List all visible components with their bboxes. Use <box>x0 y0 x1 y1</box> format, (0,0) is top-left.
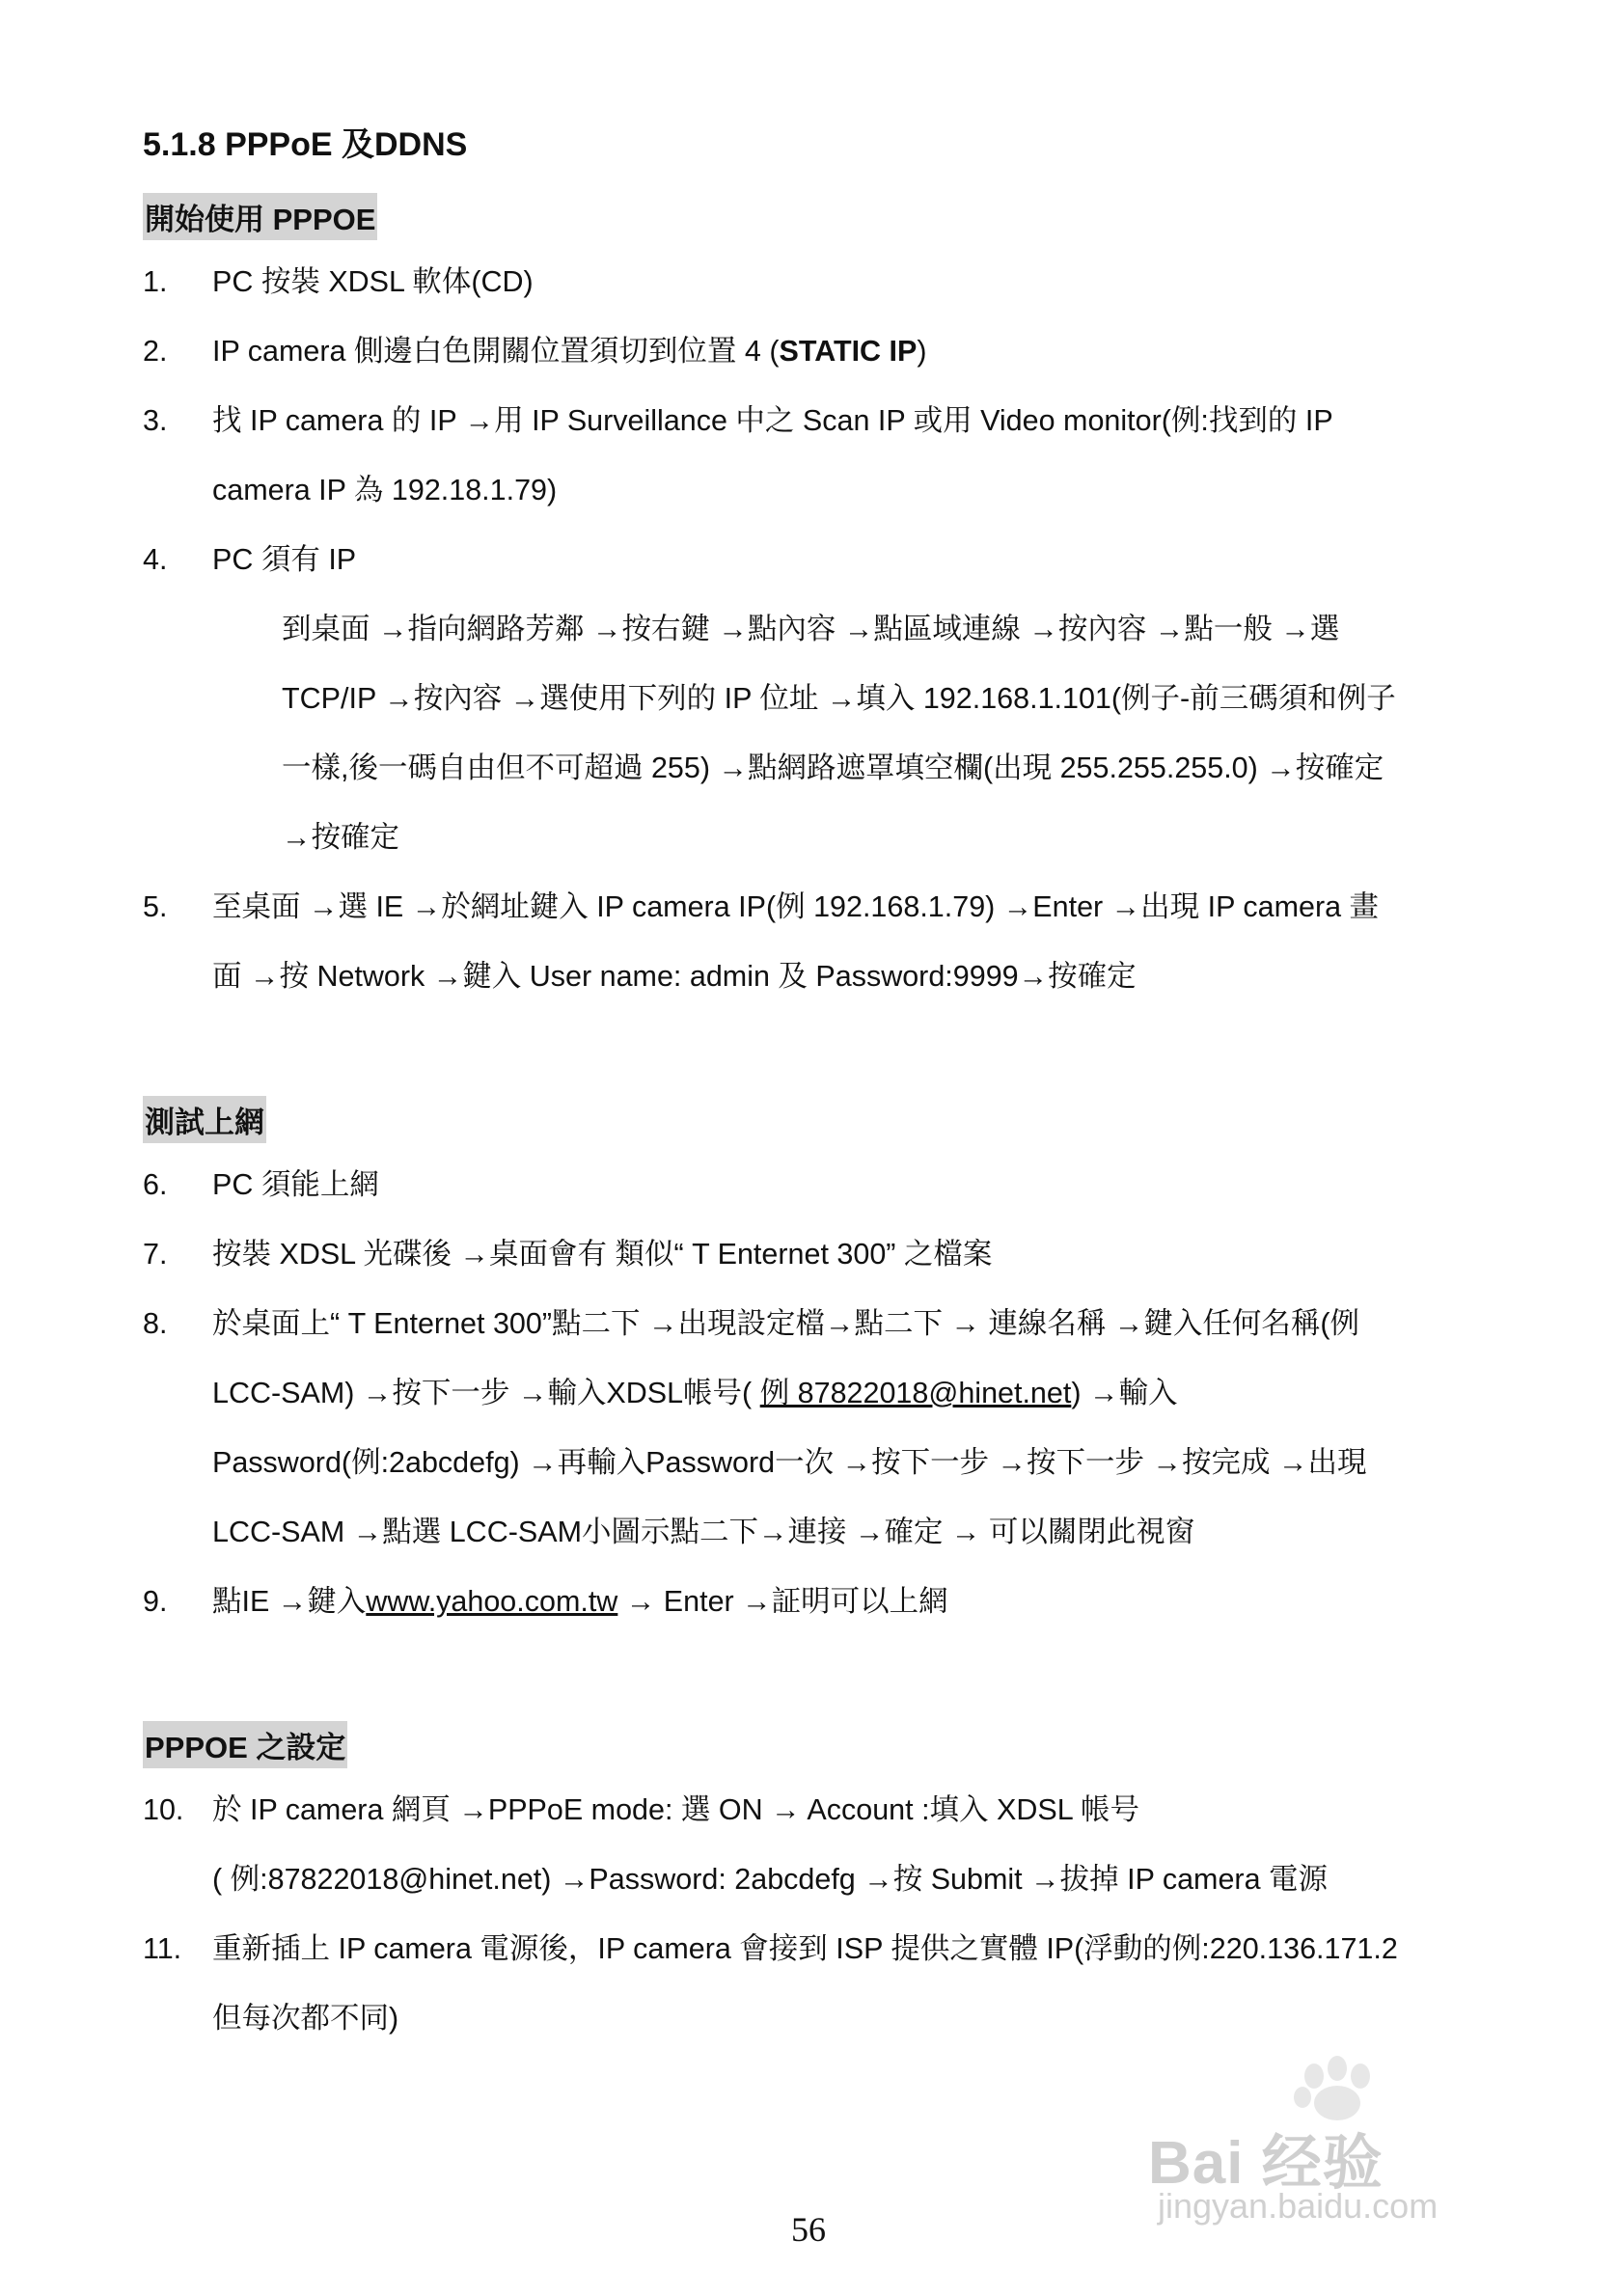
subsection-pppoe-settings: PPPOE 之設定 <box>143 1721 347 1768</box>
list-item-text: 按裝 XDSL 光碟後 →桌面會有 類似“ T Enternet 300” 之檔案 <box>212 1238 993 1271</box>
document-page: 5.1.8 PPPoE 及DDNS 開始使用 PPPOE 1. PC 按裝 XDSL 軟体(CD) 2. IP camera 側邊白色開關位置須切到位置 4 (STATIC IP) 3. 找 IP camera 的 IP →用 IP Surveillance 中之 Scan IP 或用 Video monitor(例:找到的 IP camera IP 為 192.18.1.79) 4. PC 須有 IP 到桌面 →指向網路芳鄰 →按右鍵 →點內容 →點區域連線 →按內容 →點一般 →選 TCP/IP →按內容 →選使用下列的 IP 位址 →填入 192.168.1.101(例子-前三碼須和例子 一樣,後一碼自由但不可超過 255) →點網路遮罩填空欄(出現 255.255.255.0) →按確定 →按確定 5. 至桌面 →選 IE →於網址鍵入 IP camera IP(例 192.168.1.79) →Enter →出現 IP camera 畫 面 →按 Network →鍵入 User name: admin 及 Password:9999→按確定 測試上網 6. PC 須能上網 7. 按裝 XDSL 光碟後 →桌面會有 類似“ T Enternet 300” 之檔案 8. 於桌面上“ T Enternet 300”點二下 →出現設定檔→點二下 → 連線名稱 →鍵入任何名稱(例 LCC-SAM) →按下一步 →輸入XDSL帳号( 例 87822018@hinet.net) →輸入 Password(例:2abcdefg) →再輸入Password一次 →按下一步 →按下一步 →按完成 →出現 LCC-SAM →點選 LCC-SAM小圖示點二下→連接 →確定 → 可以關閉此視窗 9. 點IE →鍵入www.yahoo.com.tw → Enter →証明可以上網 PPPOE 之設定 10. 於 IP camera 網頁 →PPPoE mode: 選 ON → Account :填入 XDSL 帳号 ( 例:87822018@hinet.net) →Password: 2abcdefg →按 Submit →拔掉 IP camera 電源 11. 重新插上 IP camera 電源後，IP camera 會接到 ISP 提供之實體 IP(浮動的例:220.136.171.2 但每次都不同) Bai 经验 jingyan.baidu.com 56 <box>0 0 1617 2296</box>
list-item-text: 到桌面 →指向網路芳鄰 →按右鍵 →點內容 →點區域連線 →按內容 →點一般 →選 <box>282 613 1340 645</box>
subsection-start-pppoe: 開始使用 PPPOE <box>143 193 377 240</box>
list-item-text: 一樣,後一碼自由但不可超過 255) →點網路遮罩填空欄(出現 255.255.255.0) →按確定 <box>282 752 1384 784</box>
list-item-text: ( 例:87822018@hinet.net) →Password: 2abcdefg →按 Submit →拔掉 IP camera 電源 <box>212 1863 1329 1896</box>
list-item-text: PC 須有 IP <box>212 543 357 576</box>
list-item-text: 但每次都不同) <box>212 2002 399 2035</box>
list-item-number: 4. <box>143 543 168 576</box>
list-item-text: PC 按裝 XDSL 軟体(CD) <box>212 265 534 298</box>
list-item-number: 7. <box>143 1238 168 1271</box>
subsection-test-internet: 測試上網 <box>143 1096 266 1143</box>
list-item-text: 面 →按 Network →鍵入 User name: admin 及 Password:9999→按確定 <box>212 960 1137 993</box>
section-heading: 5.1.8 PPPoE 及DDNS <box>143 126 468 163</box>
list-item-text: 至桌面 →選 IE →於網址鍵入 IP camera IP(例 192.168.1.79) →Enter →出現 IP camera 畫 <box>212 890 1380 923</box>
email-link[interactable]: 例 87822018@hinet.net <box>759 1377 1072 1409</box>
list-item-text: LCC-SAM) →按下一步 →輸入XDSL帳号( 例 87822018@hinet.net) →輸入 <box>212 1377 1178 1409</box>
list-item-text: TCP/IP →按內容 →選使用下列的 IP 位址 →填入 192.168.1.101(例子-前三碼須和例子 <box>282 682 1396 715</box>
watermark-url: jingyan.baidu.com <box>1158 2186 1439 2226</box>
list-item-text: 於 IP camera 網頁 →PPPoE mode: 選 ON → Account :填入 XDSL 帳号 <box>212 1793 1140 1826</box>
list-item-number: 10. <box>143 1793 184 1826</box>
list-item-text: Password(例:2abcdefg) →再輸入Password一次 →按下一步 →按下一步 →按完成 →出現 <box>212 1446 1367 1479</box>
list-item-text: 重新插上 IP camera 電源後，IP camera 會接到 ISP 提供之實體 IP(浮動的例:220.136.171.2 <box>212 1932 1398 1965</box>
list-item-text: PC 須能上網 <box>212 1168 379 1201</box>
list-item-text: LCC-SAM →點選 LCC-SAM小圖示點二下→連接 →確定 → 可以關閉此視窗 <box>212 1516 1195 1548</box>
list-item-number: 11. <box>143 1932 182 1965</box>
list-item-text: 於桌面上“ T Enternet 300”點二下 →出現設定檔→點二下 → 連線名稱 →鍵入任何名稱(例 <box>212 1307 1360 1340</box>
list-item-text: 點IE →鍵入www.yahoo.com.tw → Enter →証明可以上網 <box>212 1585 948 1618</box>
list-item-number: 6. <box>143 1168 168 1201</box>
list-item-text: IP camera 側邊白色開關位置須切到位置 4 (STATIC IP) <box>212 335 927 368</box>
list-item-text: camera IP 為 192.18.1.79) <box>212 474 558 506</box>
list-item-number: 8. <box>143 1307 168 1340</box>
list-item-text: 找 IP camera 的 IP →用 IP Surveillance 中之 Scan IP 或用 Video monitor(例:找到的 IP <box>212 404 1333 437</box>
list-item-number: 3. <box>143 404 168 437</box>
yahoo-link[interactable]: www.yahoo.com.tw <box>366 1585 618 1618</box>
list-item-number: 5. <box>143 890 168 923</box>
list-item-number: 9. <box>143 1585 168 1618</box>
page-number: 56 <box>791 2210 826 2249</box>
watermark-brand: Bai 经验 <box>1148 2130 1384 2197</box>
list-item-text: →按確定 <box>282 821 399 854</box>
list-item-number: 2. <box>143 335 168 368</box>
